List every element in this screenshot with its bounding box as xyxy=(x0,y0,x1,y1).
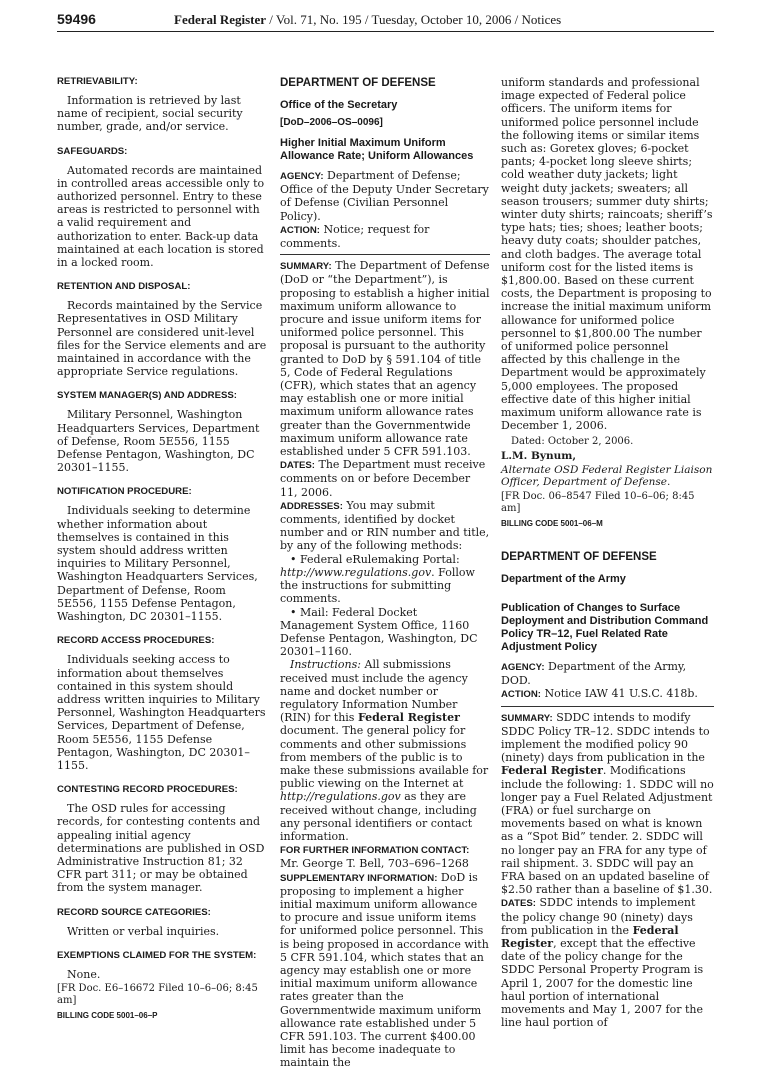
section-text: Records maintained by the Service Representatives in OSD Military Personnel are considered unit-level files for the Service elements and are maintained in accordance with the appropriate Service regulations. xyxy=(57,299,267,379)
subagency-heading: Department of the Army xyxy=(501,572,626,585)
addresses-paragraph: ADDRESSES: You may submit comments, identified by docket number and or RIN number and title, by any of the following methods: xyxy=(280,498,490,553)
signer-name: L.M. Bynum, xyxy=(501,450,576,463)
spacer xyxy=(501,590,714,602)
address-method-mail: • Mail: Federal Docket Management System Office, 1160 Defense Pentagon, Washington, DC 20301–1160. xyxy=(280,605,478,659)
address-method-portal: • Federal eRulemaking Portal: http://www.regulations.gov. Follow the instructions for submitting comments. xyxy=(280,552,475,606)
running-header xyxy=(57,11,714,32)
section-text: Automated records are maintained in controlled areas accessible only to authorized personnel. Entry to these areas is restricted to personnel with a valid requirement and authorization to enter. Back-up data maintained at each location is stored in a locked room. xyxy=(57,163,265,270)
addresses-label: ADDRESSES: xyxy=(280,500,343,512)
billing-code: BILLING CODE 5001–06–M xyxy=(501,518,603,528)
supplementary-paragraph: SUPPLEMENTARY INFORMATION: DoD is proposing to implement a higher initial maximum uniform allowance to procure and issue uniform items for uniformed police personnel. This is being proposed in accordance with 5 CFR 591.104, which states that an agency may establish one or more initial maximum uniform allowance rates greater than the Governmentwide maximum uniform allowance rate established under 5 CFR 591.103. The current $400.00 limit has become inadequate to maintain the xyxy=(280,870,489,1070)
instructions-paragraph: Instructions: All submissions received must include the agency name and docket number or regulatory Information Number (RIN) for this Federal Register document. The general policy for comments and other submissions from members of the public is to make these submissions available for public viewing on the Internet at http://regulations.gov as they are received without change, including any personal identifiers or contact information. xyxy=(280,658,489,843)
section-heading: RECORD ACCESS PROCEDURES: xyxy=(57,635,215,647)
section-heading: SAFEGUARDS: xyxy=(57,145,128,157)
issue-info: / Vol. 71, No. 195 / Tuesday, October 10, 2006 / Notices xyxy=(266,12,562,27)
agency-paragraph: AGENCY: Department of Defense; Office of the Deputy Under Secretary of Defense (Civilian Personnel Policy). xyxy=(280,169,489,223)
regulations-link[interactable]: http://regulations.gov xyxy=(280,790,401,804)
action-label: ACTION: xyxy=(280,224,320,236)
section-heading: SYSTEM MANAGER(S) AND ADDRESS: xyxy=(57,390,237,402)
section-heading: NOTIFICATION PROCEDURE: xyxy=(57,486,192,498)
section-text: Written or verbal inquiries. xyxy=(67,924,220,938)
instructions-label: Instructions: xyxy=(290,658,361,672)
contact-paragraph: FOR FURTHER INFORMATION CONTACT: Mr. George T. Bell, 703–696–1268 xyxy=(280,845,470,871)
column-2 xyxy=(280,76,490,1070)
section-heading: RECORD SOURCE CATEGORIES: xyxy=(57,906,211,918)
running-title xyxy=(174,12,561,28)
department-heading: DEPARTMENT OF DEFENSE xyxy=(280,77,436,89)
regulations-link[interactable]: http://www.regulations.gov xyxy=(280,565,432,579)
page-number: 59496 xyxy=(57,11,96,27)
notice-title: Publication of Changes to Surface Deployment and Distribution Command Policy TR–12, Fuel Related Rate Adjustment Policy xyxy=(501,601,709,653)
dates-paragraph: DATES: The Department must receive comments on or before December 11, 2006. xyxy=(280,458,486,499)
column-1 xyxy=(57,76,267,1022)
divider xyxy=(280,254,490,255)
agency-label: AGENCY: xyxy=(280,171,324,182)
billing-code: BILLING CODE 5001–06–P xyxy=(57,1010,158,1020)
dates-paragraph: DATES: SDDC intends to implement the policy change 90 (ninety) days from publication in the Federal Register, except that the effective date of the policy change for the SDDC Personal Property Program is April 1, 2007 for the domestic line haul portion of international movements and May 1, 2007 for the line haul portion of xyxy=(501,896,704,1030)
section-heading: CONTESTING RECORD PROCEDURES: xyxy=(57,784,238,796)
section-heading: RETENTION AND DISPOSAL: xyxy=(57,281,191,293)
section-text: The OSD rules for accessing records, for contesting contents and appealing initial agency determinations are published in OSD Administrative Instruction 81; 32 CFR part 311; or may be obtained from the system manager. xyxy=(57,802,265,895)
agency-label: AGENCY: xyxy=(501,661,545,673)
office-heading: Office of the Secretary xyxy=(280,99,398,111)
summary-paragraph: SUMMARY: The Department of Defense (DoD or “the Department”), is proposing to establish a higher initial maximum uniform allowance to procure and issue uniform items for uniformed police personnel. This proposal is pursuant to the authority granted to DoD by § 591.104 of title 5, Code of Federal Regulations (CFR), which states that an agency may establish one or more initial maximum uniform allowance rates greater than the Governmentwide maximum uniform allowance rate established under 5 CFR 591.103. xyxy=(280,259,490,459)
spacer xyxy=(501,530,714,550)
summary-paragraph: SUMMARY: SDDC intends to modify SDDC Policy TR–12. SDDC intends to implement the modified policy 90 (ninety) days from publication in the Federal Register. Modifications include the following: 1. SDDC will no longer pay a Fuel Related Adjustment (FRA) or fuel surcharge on movements based on what is known as a “Spot Bid” tender. 2. SDDC will no longer pay an FRA for any type of rail shipment. 3. SDDC will pay an FRA based on an updated baseline of $2.50 rather than a baseline of $1.30. xyxy=(501,710,714,897)
column-3 xyxy=(501,76,714,1029)
dates-label: DATES: xyxy=(501,898,536,910)
divider xyxy=(501,706,714,707)
dates-label: DATES: xyxy=(280,460,315,472)
supplementary-label: SUPPLEMENTARY INFORMATION: xyxy=(280,872,438,884)
action-paragraph: ACTION: Notice IAW 41 U.S.C. 418b. xyxy=(501,687,698,701)
section-heading: EXEMPTIONS CLAIMED FOR THE SYSTEM: xyxy=(57,949,257,961)
docket-number: [DoD–2006–OS–0096] xyxy=(280,117,383,128)
section-text: Information is retrieved by last name of recipient, social security number, grade, and/or service. xyxy=(57,94,243,134)
department-heading: DEPARTMENT OF DEFENSE xyxy=(501,550,657,563)
summary-label: SUMMARY: xyxy=(280,261,332,273)
section-text: Individuals seeking access to information about themselves contained in this system should address written inquiries to Military Personnel, Washington Headquarters Services, Department of Defense, Room 5E556, 1155 Defense Pentagon, Washington, DC 20301–1155. xyxy=(57,653,266,772)
dated-line: Dated: October 2, 2006. xyxy=(511,436,634,448)
contact-label: FOR FURTHER INFORMATION CONTACT: xyxy=(280,845,470,857)
continued-text: uniform standards and professional image expected of Federal police officers. The uniform items for uniformed police personnel include the following items or similar items such as: Goretex gloves; 6-pocket pants; 4-pocket long sleeve shirts; cold weather duty jackets; light weight duty jackets; sweaters; all season trousers; summer duty shirts; winter duty shirts; raincoats; sheriff’s type hats; ties; shoes; leather boots; heavy duty coats; shoulder patches, and cloth badges. The average total uniform cost for the listed items is $1,800.00. Based on these current costs, the Department is proposing to increase the initial maximum uniform allowance for uniformed police personnel to $1,800.00 The number of uniformed police personnel affected by this challenge in the Department would be approximately 5,000 employees. The proposed effective date of this higher initial maximum uniform allowance rate is December 1, 2006. xyxy=(501,76,713,433)
agency-paragraph: AGENCY: Department of the Army, DOD. xyxy=(501,659,687,688)
fr-doc-line: [FR Doc. E6–16672 Filed 10–6–06; 8:45 am] xyxy=(57,982,258,1006)
signer-title: Alternate OSD Federal Register Liaison Officer, Department of Defense. xyxy=(501,463,713,489)
action-label: ACTION: xyxy=(501,689,541,701)
section-heading: RETRIEVABILITY: xyxy=(57,76,138,87)
section-text: Individuals seeking to determine whether information about themselves is contained in this system should address written inquiries to Military Personnel, Washington Headquarters Services, Department of Defense, Room 5E556, 1155 Defense Pentagon, Washington, DC 20301–1155. xyxy=(57,504,258,624)
fr-doc-line: [FR Doc. 06–8547 Filed 10–6–06; 8:45 am] xyxy=(501,490,695,514)
action-paragraph: ACTION: Notice; request for comments. xyxy=(280,222,430,251)
section-text: None. xyxy=(67,967,101,981)
publication-title: Federal Register xyxy=(174,12,267,27)
notice-title: Higher Initial Maximum Uniform Allowance Rate; Uniform Allowances xyxy=(280,137,474,162)
summary-label: SUMMARY: xyxy=(501,712,553,724)
section-text: Military Personnel, Washington Headquarters Services, Department of Defense, Room 5E556, 1155 Defense Pentagon, Washington, DC 20301–1155. xyxy=(57,408,260,475)
